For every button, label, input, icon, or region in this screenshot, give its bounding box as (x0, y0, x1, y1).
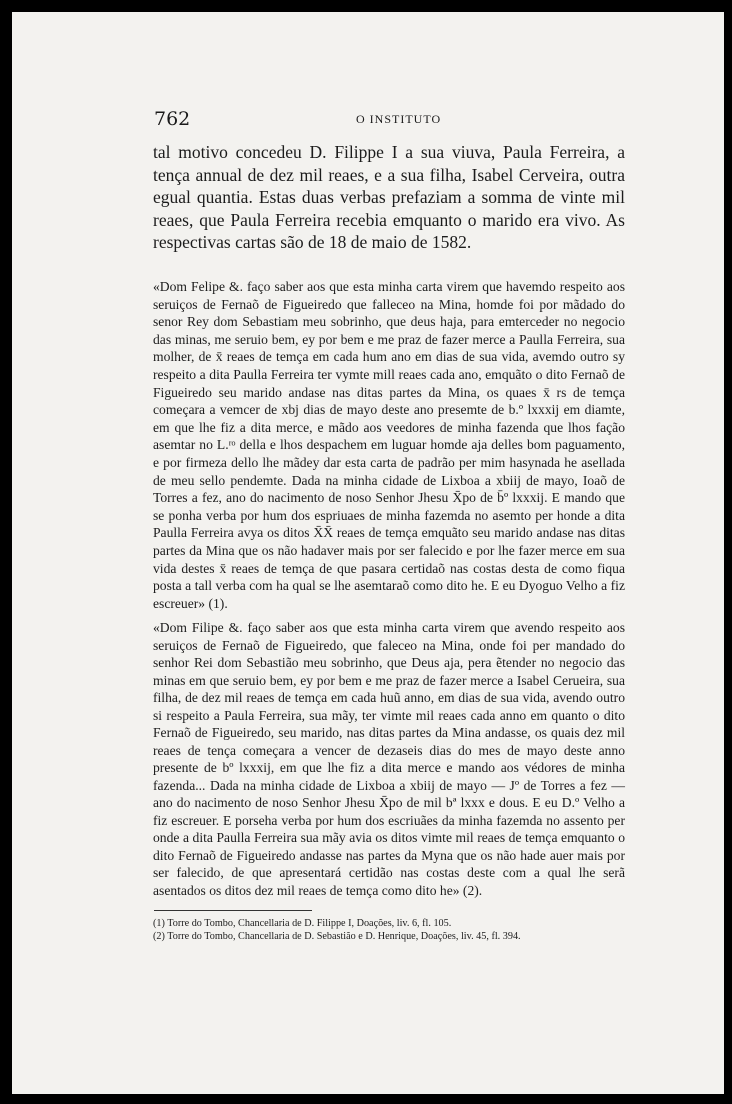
intro-paragraph: tal motivo concedeu D. Filippe I a sua viuva, Paula Ferreira, a tença annual de dez mil reaes, e a sua filha, Isabel Cerveira, outra egual quantia. Estas duas verbas prefaziam a somma de vinte mil reaes, que Paula Ferreira recebia emquanto o marido era vivo. As respectivas cartas são de 18 de maio de 1582. (153, 142, 625, 252)
footnote-divider (154, 910, 312, 911)
running-title: O INSTITUTO (356, 112, 442, 126)
footnote-1: (1) Torre do Tombo, Chancellaria de D. Filippe I, Doações, liv. 6, fl. 105. (153, 918, 452, 929)
page-number: 762 (154, 108, 191, 130)
quoted-charter-2: «Dom Filipe &. faço saber aos que esta minha carta virem que avendo respeito aos seruiços de Fernaõ de Figueiredo, que faleceo na Mina, onde foi per mandado do senhor Rei dom Sebastião meu sobrinho, que Deus aja, pera ẽtender no negocio das minas em que seruio bem, ey por bem e me praz de fazer merce a Isabel Cerueira, sua filha, de dez mil reaes de temça em cada huũ anno, em dias de sua vida, avendo outro si respeito a Paula Ferreira, sua mãy, ter vimte mil reaes cada anno em quanto o dito Fernaõ de Figueiredo, seu marido, nas ditas partes da Mina andasse, os quais dez mil reaes de tença começara a vencer de dezaseis dias do mes de mayo deste anno presente de bº lxxxij, em que lhe fiz a dita merce e mando aos védores de minha fazenda... Dada na minha cidade de Lixboa a xbiij de mayo — Jº de Torres a fez — ano do nacimento de noso Senhor Jhesu X̄po de mil bª lxxx e dous. E eu D.º Velho a fiz escreuer. E porseha verba por hum dos escriuães da minha fazemda no assento per onde a dita Paulla Ferreira sua mãy avia os ditos vimte mil reaes de temça emquanto o dito Fernaõ de Figueiredo andasse nas partes da Myna que os não hade auer mais por ser falecido, de que apresentará certidão nas costas deste com a qual lhe serã asentados os ditos dez mil reaes de temça como dito he» (2). (153, 620, 625, 898)
book-page (12, 12, 724, 1094)
footnote-2: (2) Torre do Tombo, Chancellaria de D. Sebastião e D. Henrique, Doações, liv. 45, fl. 394. (153, 931, 521, 942)
quoted-charter-1: «Dom Felipe &. faço saber aos que esta minha carta virem que havemdo respeito aos seruiços de Fernaõ de Figueiredo que falleceo na Mina, homde foi por mãdado do senor Rey dom Sebastiam meu sobrinho, que deus haja, para emterceder no negocio das minas, me seruio bem, ey por bem e me praz de fazer merce a Paulla Ferreira, sua molher, de x̄ reaes de temça em cada hum ano em dias de sua vida, avemdo outro sy respeito a dita Paulla Ferreira ter vymte mill reaes cada ano, emquãto o dito Fernaõ de Figueiredo seu marido andase nas ditas partes da Mina, os quaes x̄ rs de temça começara a vemcer de xbj dias de mayo deste ano presemte de b.º lxxxij em diamte, em que lhe fiz a dita merce, e mãdo aos veedores de minha fazenda que lhos fação asemtar no L.ʳᵒ della e lhos despachem em luguar homde aja delles bom paguamento, e por firmeza dello lhe mãdey dar esta carta de padrão per mim hasynada he asellada de meu sello pendemte. Dada na minha cidade de Lixboa a xbiij de mayo, Ioaõ de Torres a fez, ano do nacimento de noso Senhor Jhesu X̄po de b̄º lxxxij. E mando que se ponha verba por hum dos espriuaes de minha fazemda no asemto per honde a dita Paulla Ferreira avya os ditos X̄X̄ reaes de temça emquãto seu marido andase nas ditas partes da Mina que os não hadaver mais por ser falecido e por lhe fazer merce em sua vida destes x̄ reaes de temça de que pasara certidaõ nas costas desta de como fiqua posta a tall verba com ha qual se lhe asemtaraõ como dito he. E eu Dyoguo Velho a fiz escreuer» (1). (153, 279, 625, 611)
footnotes (153, 917, 625, 943)
